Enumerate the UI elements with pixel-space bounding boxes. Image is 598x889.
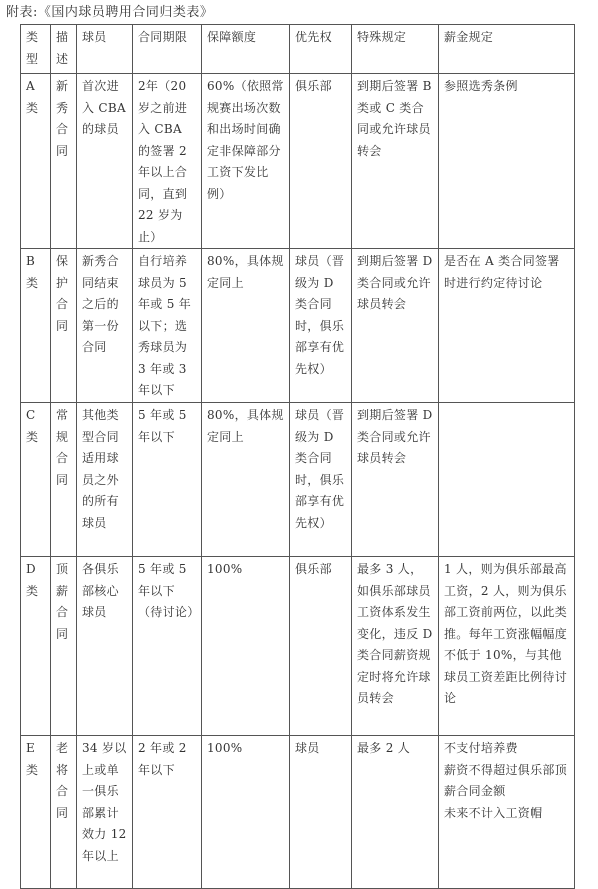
cell-priority: 俱乐部 xyxy=(290,74,352,249)
cell-salary: 参照选秀条例 xyxy=(439,74,575,249)
cell-type: A类 xyxy=(21,74,51,249)
cell-term: 2年（20岁之前进入 CBA 的签署 2 年以上合同，直到 22 岁为止） xyxy=(133,74,202,249)
header-salary: 薪金规定 xyxy=(439,25,575,74)
table-caption: 附表:《国内球员聘用合同归类表》 xyxy=(6,5,214,20)
table-row xyxy=(21,557,575,736)
cell-salary xyxy=(439,403,575,557)
header-description: 描述 xyxy=(51,25,77,74)
cell-priority: 球员（晋级为 D 类合同时，俱乐部享有优先权） xyxy=(290,403,352,557)
cell-salary: 不支付培养费 薪资不得超过俱乐部顶薪合同金额 未来不计入工资帽 xyxy=(439,736,575,889)
cell-special: 到期后签署 D 类合同或允许球员转会 xyxy=(352,403,439,557)
cell-guarantee: 60%（依照常规赛出场次数和出场时间确定非保障部分工资下发比例） xyxy=(202,74,290,249)
cell-description: 老将合同 xyxy=(51,736,77,889)
header-term: 合同期限 xyxy=(133,25,202,74)
cell-special: 最多 3 人，如俱乐部球员工资体系发生变化，违反 D 类合同薪资规定时将允许球员转会 xyxy=(352,557,439,736)
cell-special: 到期后签署 B 类或 C 类合同或允许球员转会 xyxy=(352,74,439,249)
table-row xyxy=(21,74,575,249)
table-row xyxy=(21,736,575,889)
cell-description: 新秀合同 xyxy=(51,74,77,249)
cell-guarantee: 100% xyxy=(202,557,290,736)
cell-priority: 球员（晋级为 D 类合同时，俱乐部享有优先权） xyxy=(290,249,352,403)
header-row xyxy=(21,25,575,74)
header-guarantee: 保障额度 xyxy=(202,25,290,74)
header-type: 类型 xyxy=(21,25,51,74)
header-special: 特殊规定 xyxy=(352,25,439,74)
cell-salary: 是否在 A 类合同签署时进行约定待讨论 xyxy=(439,249,575,403)
cell-priority: 球员 xyxy=(290,736,352,889)
cell-type: D类 xyxy=(21,557,51,736)
cell-description: 保护合同 xyxy=(51,249,77,403)
cell-priority: 俱乐部 xyxy=(290,557,352,736)
cell-salary: 1 人，则为俱乐部最高工资，2 人，则为俱乐部工资前两位，以此类推。每年工资涨幅幅度不低于 10%，与其他球员工资差距比例待讨论 xyxy=(439,557,575,736)
cell-description: 常规合同 xyxy=(51,403,77,557)
cell-player: 新秀合同结束之后的第一份合同 xyxy=(77,249,133,403)
table-row xyxy=(21,403,575,557)
cell-player: 各俱乐部核心球员 xyxy=(77,557,133,736)
cell-special: 最多 2 人 xyxy=(352,736,439,889)
cell-special: 到期后签署 D 类合同或允许球员转会 xyxy=(352,249,439,403)
cell-type: C类 xyxy=(21,403,51,557)
cell-description: 顶薪合同 xyxy=(51,557,77,736)
cell-guarantee: 100% xyxy=(202,736,290,889)
cell-term: 自行培养球员为 5 年或 5 年以下；选秀球员为 3 年或 3 年以下 xyxy=(133,249,202,403)
header-priority: 优先权 xyxy=(290,25,352,74)
cell-term: 5 年或 5 年以下 xyxy=(133,403,202,557)
cell-player: 其他类型合同适用球员之外的所有球员 xyxy=(77,403,133,557)
cell-player: 34 岁以上或单一俱乐部累计效力 12 年以上 xyxy=(77,736,133,889)
cell-player: 首次进入 CBA 的球员 xyxy=(77,74,133,249)
cell-type: E类 xyxy=(21,736,51,889)
cell-term: 2 年或 2 年以下 xyxy=(133,736,202,889)
cell-guarantee: 80%，具体规定同上 xyxy=(202,403,290,557)
cell-type: B类 xyxy=(21,249,51,403)
contract-classification-table xyxy=(20,24,575,889)
cell-term: 5 年或 5 年以下（待讨论） xyxy=(133,557,202,736)
table-row xyxy=(21,249,575,403)
header-player: 球员 xyxy=(77,25,133,74)
cell-guarantee: 80%，具体规定同上 xyxy=(202,249,290,403)
